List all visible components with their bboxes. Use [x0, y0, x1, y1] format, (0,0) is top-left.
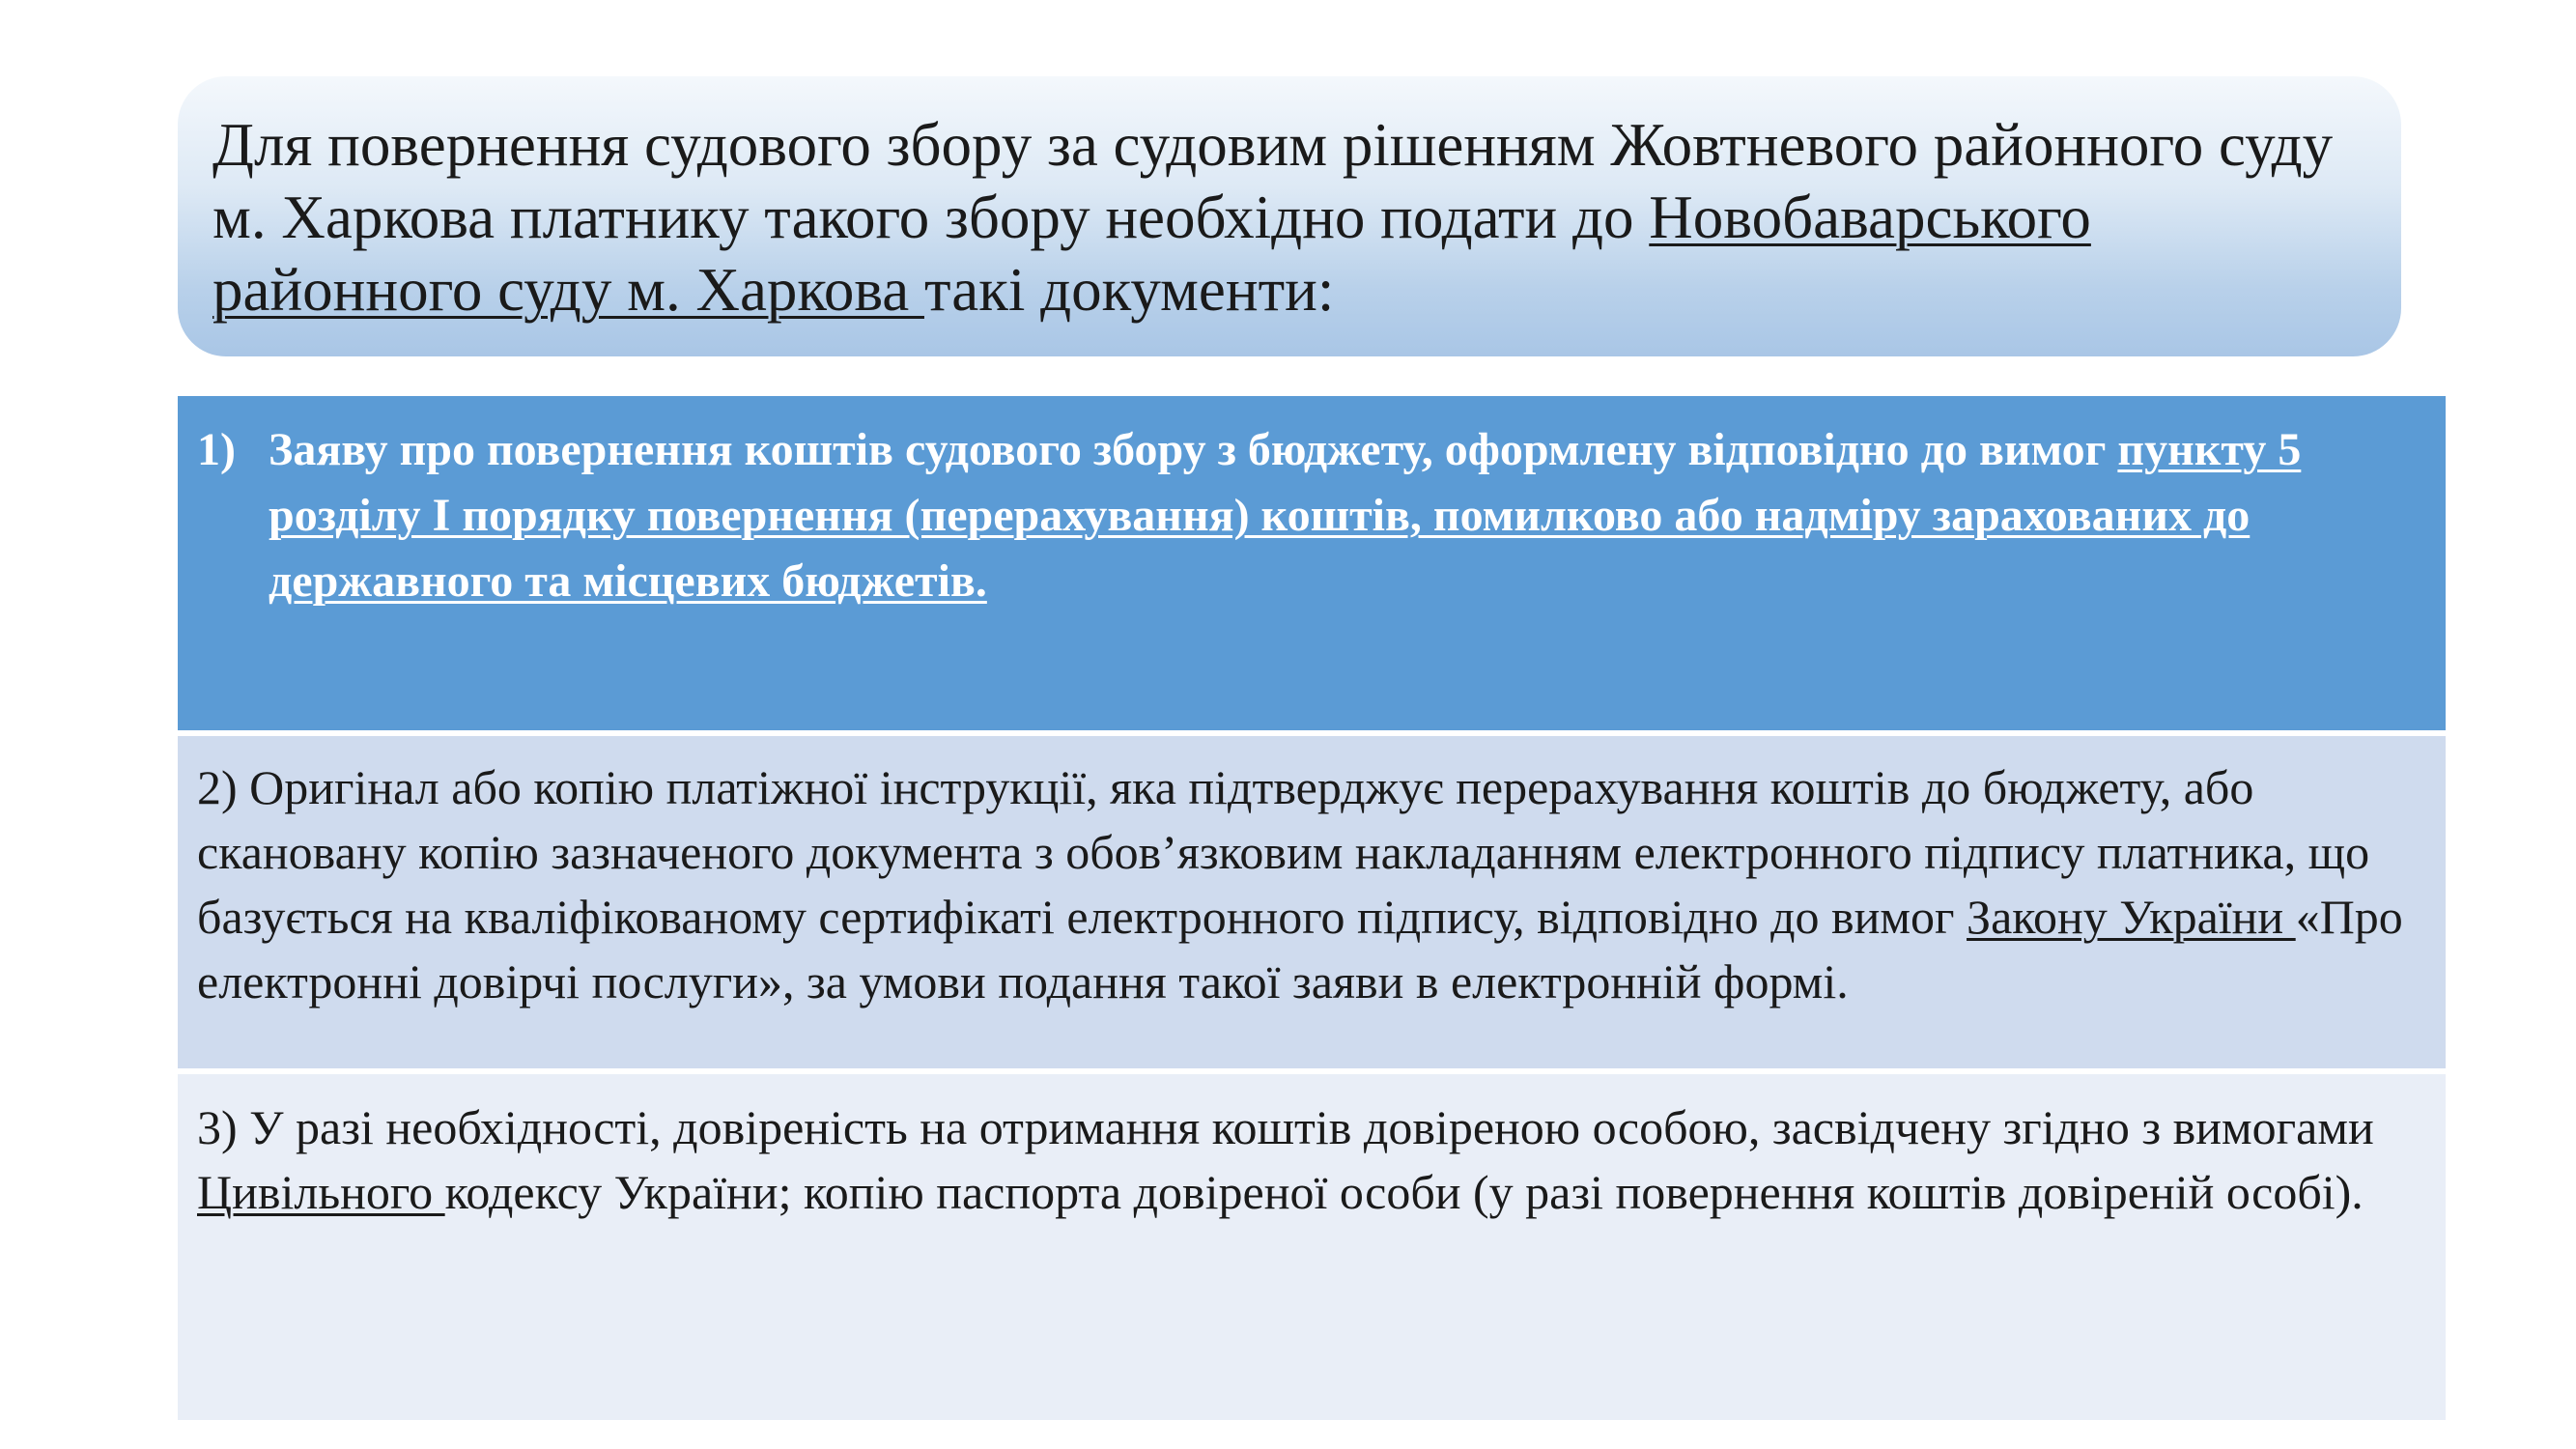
regulation-link[interactable]: пункту 5 розділу I порядку повернення (перерахування) коштів, помилково або надміру зарахованих до державного та місцевих бюджетів. [269, 424, 2302, 607]
table-row-1 [178, 396, 2446, 736]
law-link[interactable]: Закону України [1967, 890, 2296, 944]
court-name-link[interactable]: Новобаварського районного суду м. Харкова [212, 184, 2091, 324]
item-2-text-end: «Про електронні довірчі послуги», за умови подання такої заяви в електронній формі. [197, 890, 2403, 1009]
header-text [212, 109, 2366, 327]
civil-code-link[interactable]: Цивільного [197, 1165, 445, 1219]
item-1-text [269, 417, 2426, 614]
table-row-2 [178, 736, 2446, 1074]
header-text-start: Для повернення судового збору за судовим рішенням Жовтневого районного суду м. Харкова платнику такого збору необхідно подати до [212, 111, 2334, 251]
item-number: 1) [197, 424, 236, 475]
item-1-text-start: Заяву про повернення коштів судового збору з бюджету, оформлену відповідно до вимог [269, 424, 2118, 475]
document-item-1 [197, 417, 2426, 614]
item-3-text-end: кодексу України; копію паспорта довіреної особи (у разі повернення коштів довіреній особі). [444, 1165, 2364, 1219]
document-item-3 [197, 1095, 2426, 1225]
documents-table [178, 396, 2446, 1420]
header-text-end: такі документи: [923, 256, 1335, 324]
table-row-3 [178, 1074, 2446, 1420]
item-2-text-start: 2) Оригінал або копію платіжної інструкції, яка підтверджує перерахування коштів до бюджету, або скановану копію зазначеного документа з обов’язковим накладанням електронного підпису платника, що базується на кваліфікованому сертифікаті електронного підпису, відповідно до вимог [197, 760, 2370, 944]
header-box [178, 76, 2401, 356]
item-3-text-start: 3) У разі необхідності, довіреність на отримання коштів довіреною особою, засвідчену згідно з вимогами [197, 1100, 2374, 1154]
document-item-2 [197, 755, 2426, 1014]
